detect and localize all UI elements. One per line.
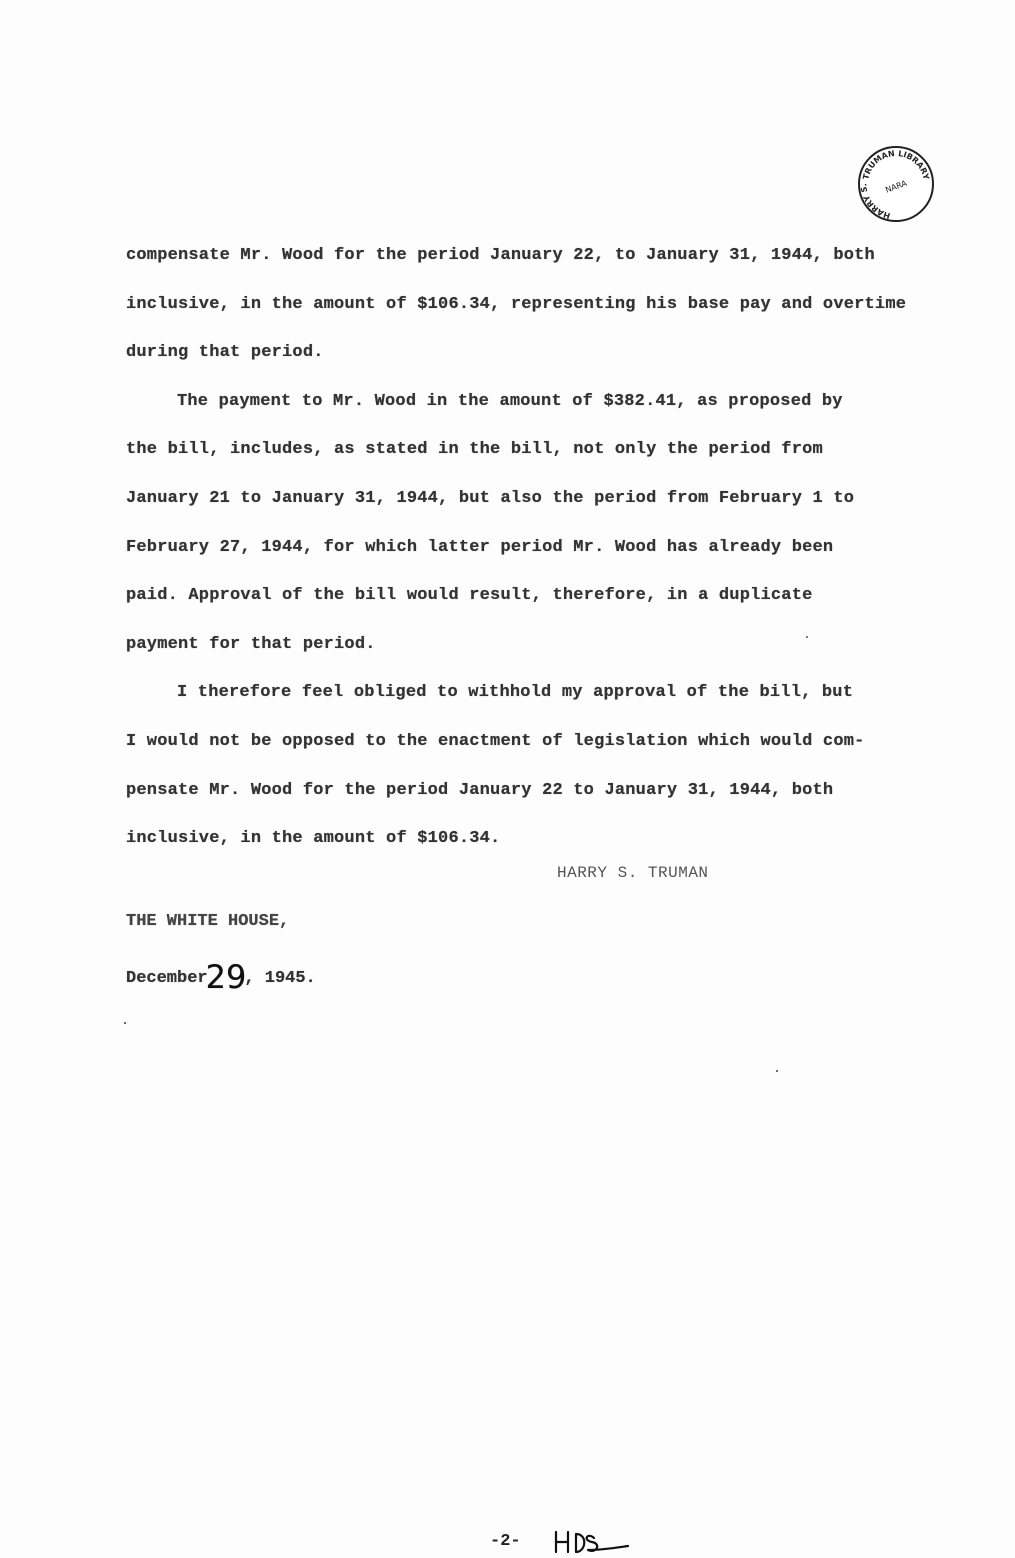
body-line: January 21 to January 31, 1944, but also the period from February 1 to [126,488,855,508]
body-line: the bill, includes, as stated in the bill, not only the period from [126,440,823,460]
body-line: during that period. [126,343,324,363]
body-line: inclusive, in the amount of $106.34. [126,829,501,849]
body-line: payment for that period. [126,634,376,654]
body-line: The payment to Mr. Wood in the amount of $382.41, as proposed by [177,391,843,411]
stamp-top-text: TRUMAN LIBRARY [861,148,931,181]
paper-speck [776,1070,778,1072]
body-line: compensate Mr. Wood for the period January 22, to January 31, 1944, both [126,246,875,265]
handwritten-day: 29 [205,958,247,996]
handwritten-initials [552,1528,630,1554]
stamp-left-text: HARRY S. [859,183,892,221]
page-number: -2- [490,1532,521,1551]
body-line: I therefore feel obliged to withhold my approval of the bill, but [177,683,854,703]
stamp-center-text: NARA [884,178,909,195]
date-year: , 1945. [244,969,316,988]
body-line: paid. Approval of the bill would result, therefore, in a duplicate [126,586,813,606]
date-month: December [126,969,208,988]
paper-speck [806,636,808,638]
body-line: inclusive, in the amount of $106.34, representing his base pay and overtime [126,294,907,314]
truman-library-stamp [856,144,936,224]
signature-block: HARRY S. TRUMAN [557,864,709,882]
body-line: pensate Mr. Wood for the period January 22 to January 31, 1944, both [126,780,834,800]
body-line: I would not be opposed to the enactment of legislation which would com- [126,731,865,751]
letter-body [126,232,907,864]
paper-speck [124,1022,126,1024]
body-line: February 27, 1944, for which latter period Mr. Wood has already been [126,537,834,557]
closing-date [126,958,316,996]
closing-place: THE WHITE HOUSE, [126,912,290,931]
